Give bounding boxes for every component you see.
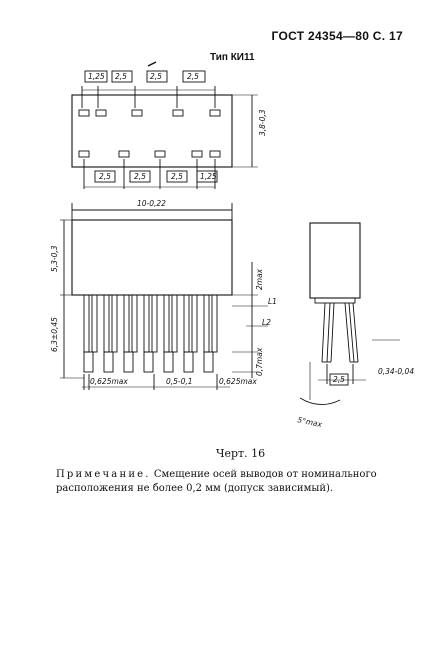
side-angle: 5°max	[296, 415, 323, 430]
note-heading: Примечание.	[56, 469, 151, 480]
bottom-pitch-2: 2,5	[134, 172, 146, 181]
front-width: 10-0,22	[137, 199, 166, 208]
front-pitch-left: 0,625max	[90, 377, 128, 386]
top-view-body	[72, 95, 232, 167]
note-text: Смещение осей выводов от номинального расположения не более 0,2 мм (допуск зависимый).	[56, 469, 377, 494]
side-view-body	[310, 223, 360, 298]
bottom-pitch-3: 2,5	[171, 172, 183, 181]
note-paragraph	[56, 468, 416, 496]
top-pitch-2: 2,5	[115, 72, 127, 81]
drawing-type-title: Тип КИ11	[210, 52, 255, 63]
side-thickness: 0,34-0,04	[378, 367, 415, 376]
front-l1: L1	[268, 297, 277, 306]
bottom-pitch-4: 1,25	[200, 172, 217, 181]
front-upper-zone: 2max	[255, 268, 264, 290]
bottom-pitch-1: 2,5	[99, 172, 111, 181]
top-pitch-4: 2,5	[187, 72, 199, 81]
top-pitch-3: 2,5	[150, 72, 162, 81]
front-l2: L2	[262, 318, 271, 327]
side-spacing: 2,5	[333, 375, 345, 384]
top-view	[72, 62, 267, 189]
top-view-height: 3,8-0,3	[258, 109, 267, 136]
front-lead-length: 6,3±0,45	[50, 317, 59, 352]
front-pitch-right: 0,625max	[219, 377, 257, 386]
figure-caption: Черт. 16	[216, 447, 266, 460]
front-lower-zone: 0,7max	[255, 347, 264, 376]
front-view-body	[72, 220, 232, 295]
front-body-height: 5,3-0,3	[50, 245, 59, 272]
top-pitch-1: 1,25	[88, 72, 105, 81]
page-header: ГОСТ 24354—80 С. 17	[271, 29, 403, 43]
front-view	[50, 199, 277, 390]
side-view	[297, 223, 415, 429]
front-pitch-mid: 0,5-0,1	[166, 377, 193, 386]
